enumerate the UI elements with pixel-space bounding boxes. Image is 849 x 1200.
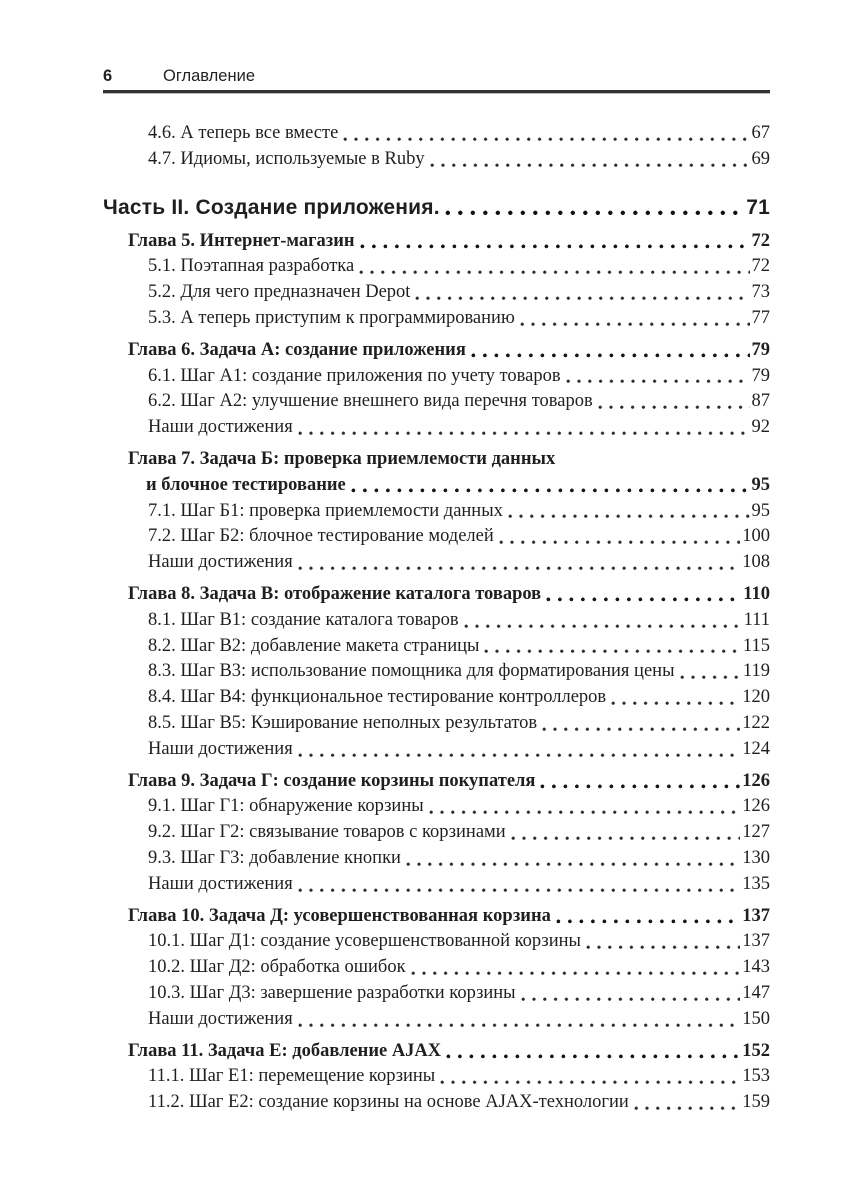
toc-entry — [103, 981, 770, 1007]
header-title: Оглавление — [163, 67, 255, 85]
dot-leader — [446, 1054, 740, 1060]
toc-entry — [103, 769, 770, 795]
toc-entry-page: 77 — [751, 307, 770, 328]
toc-entry — [103, 473, 770, 499]
toc-entry — [103, 904, 770, 930]
toc-entry — [103, 1064, 770, 1090]
dot-leader — [586, 945, 740, 950]
toc-entry-page: 147 — [742, 982, 770, 1003]
toc-entry-label: 11.2. Шаг Е2: создание корзины на основе AJAX-технологии — [148, 1092, 629, 1113]
toc-entry — [103, 820, 770, 846]
toc-entry — [103, 550, 770, 576]
dot-leader — [298, 753, 741, 758]
toc-entry-page: 153 — [742, 1066, 770, 1087]
toc-entry-page: 127 — [742, 822, 770, 843]
toc-entry-page: 110 — [743, 583, 770, 604]
toc-entry — [103, 955, 770, 981]
toc-entry-label: 7.2. Шаг Б2: блочное тестирование моделей — [148, 526, 494, 547]
toc-entry — [103, 659, 770, 685]
toc-entry-page: 126 — [742, 770, 770, 791]
toc-entry-page: 72 — [751, 256, 770, 277]
toc-entry-page: 122 — [742, 712, 770, 733]
toc-entry-page: 87 — [751, 391, 770, 412]
toc-entry-page: 95 — [751, 500, 770, 521]
toc-entry — [103, 685, 770, 711]
toc-entry-label: 5.2. Для чего предназначен Depot — [148, 282, 411, 303]
dot-leader — [298, 1023, 741, 1028]
dot-leader — [351, 488, 750, 494]
dot-leader — [546, 597, 741, 603]
toc-entry-label: Наши достижения — [148, 738, 293, 759]
toc-entry-page: 100 — [742, 526, 770, 547]
toc-entry — [103, 364, 770, 390]
toc-entry-page: 137 — [742, 905, 770, 926]
toc-entry-page: 115 — [742, 635, 770, 656]
dot-leader — [406, 862, 740, 867]
dot-leader — [499, 540, 740, 545]
toc-entry-label: Глава 8. Задача В: отображение каталога товаров — [128, 583, 542, 604]
toc-entry-label: и блочное тестирование — [146, 474, 346, 495]
dot-leader — [521, 997, 741, 1002]
toc-entry-label: 11.1. Шаг Е1: перемещение корзины — [148, 1066, 436, 1087]
toc-entry-page: 92 — [751, 417, 770, 438]
toc-entry-page: 79 — [751, 365, 770, 386]
toc-entry-label: Глава 5. Интернет-магазин — [128, 230, 355, 251]
toc-entry-label: 10.3. Шаг Д3: завершение разработки корзины — [148, 982, 516, 1003]
toc-entry-label: 8.4. Шаг В4: функциональное тестирование контроллеров — [148, 687, 607, 708]
toc-entry — [103, 338, 770, 364]
toc-entry-label: 10.2. Шаг Д2: обработка ошибок — [148, 957, 406, 978]
toc-entry — [103, 415, 770, 441]
toc-entry-label: 9.2. Шаг Г2: связывание товаров с корзинами — [148, 822, 506, 843]
dot-leader — [298, 888, 741, 893]
dot-leader — [359, 270, 749, 275]
dot-leader — [634, 1106, 740, 1111]
toc-entry-label: 5.1. Поэтапная разработка — [148, 256, 355, 277]
toc-entry — [103, 794, 770, 820]
toc-entry — [103, 1039, 770, 1065]
running-head — [103, 66, 770, 88]
toc-entry-label: 10.1. Шаг Д1: создание усовершенствованной корзины — [148, 931, 581, 952]
dot-leader — [566, 379, 750, 384]
dot-leader — [520, 322, 750, 327]
dot-leader — [298, 431, 750, 436]
toc-entry-label: 8.5. Шаг В5: Кэширование неполных результатов — [148, 712, 538, 733]
dot-leader — [556, 919, 740, 925]
dot-leader — [464, 624, 742, 629]
toc-entry-label: Глава 7. Задача Б: проверка приемлемости данных — [128, 448, 556, 469]
toc-entry-page: 72 — [751, 230, 770, 251]
dot-leader — [360, 244, 750, 250]
toc-entry — [103, 229, 770, 255]
toc-entry — [103, 389, 770, 415]
toc-entry-page: 95 — [751, 474, 770, 495]
dot-leader — [680, 675, 741, 680]
toc-entry — [103, 524, 770, 550]
toc-entry-page: 67 — [751, 123, 770, 143]
dot-leader — [298, 566, 741, 571]
toc-entry-page: 73 — [751, 282, 770, 303]
toc-entry — [103, 306, 770, 332]
toc-entry-label: Наши достижения — [148, 417, 293, 438]
toc-entry-page: 137 — [742, 931, 770, 952]
dot-leader — [540, 784, 740, 790]
toc-entry-label: Наши достижения — [148, 552, 293, 573]
toc-entry — [103, 608, 770, 634]
toc-entry-page: 135 — [742, 873, 770, 894]
toc-entry-label: 6.1. Шаг А1: создание приложения по учету товаров — [148, 365, 561, 386]
toc-entry-label: 6.2. Шаг А2: улучшение внешнего вида перечня товаров — [148, 391, 593, 412]
toc-entry — [103, 737, 770, 763]
toc-entry-page: 71 — [746, 195, 770, 219]
dot-leader — [484, 649, 740, 654]
toc-entry — [103, 192, 770, 223]
toc-entry — [103, 872, 770, 898]
toc-entry-label: 8.1. Шаг В1: создание каталога товаров — [148, 609, 459, 630]
toc-entry-page: 119 — [742, 661, 770, 682]
toc-entry — [103, 447, 770, 473]
dot-leader — [415, 296, 749, 301]
dot-leader — [429, 810, 741, 815]
dot-leader — [445, 210, 744, 217]
toc-entry-label: 7.1. Шаг Б1: проверка приемлемости данных — [148, 500, 503, 521]
dot-leader — [430, 163, 750, 168]
toc-entry-page: 150 — [742, 1008, 770, 1029]
dot-leader — [542, 727, 740, 732]
toc-entry-page: 124 — [742, 738, 770, 759]
toc-entry-page: 69 — [751, 148, 770, 169]
header-page-number: 6 — [103, 67, 113, 85]
toc-entry-label: Глава 9. Задача Г: создание корзины покупателя — [128, 770, 536, 791]
dot-leader — [411, 971, 741, 976]
dot-leader — [508, 514, 750, 519]
toc-entry-page: 143 — [742, 957, 770, 978]
toc-entry-label: Наши достижения — [148, 1008, 293, 1029]
dot-leader — [343, 137, 749, 142]
toc-entry-label: Наши достижения — [148, 873, 293, 894]
toc-entry-label: Глава 6. Задача А: создание приложения — [128, 339, 466, 360]
toc-entry-label: 4.7. Идиомы, используемые в Ruby — [148, 148, 425, 169]
toc-entry — [103, 929, 770, 955]
toc-entry-page: 152 — [742, 1040, 770, 1061]
toc-entry — [103, 711, 770, 737]
toc-entry-page: 126 — [742, 796, 770, 817]
dot-leader — [511, 836, 741, 841]
toc-entry-page: 108 — [742, 552, 770, 573]
dot-leader — [598, 405, 750, 410]
toc-entry-page: 130 — [742, 847, 770, 868]
toc-entry — [103, 147, 770, 173]
toc-entry-page: 111 — [743, 609, 770, 630]
toc-entry — [103, 846, 770, 872]
toc-entry-label: Глава 11. Задача Е: добавление AJAX — [128, 1040, 442, 1061]
dot-leader — [471, 353, 750, 359]
table-of-contents — [103, 121, 770, 1116]
toc-entry — [103, 280, 770, 306]
toc-entry-page: 79 — [751, 339, 770, 360]
toc-entry-label: 5.3. А теперь приступим к программированию — [148, 307, 515, 328]
toc-entry-label: 8.2. Шаг В2: добавление макета страницы — [148, 635, 480, 656]
toc-entry-label: 8.3. Шаг В3: использование помощника для форматирования цены — [148, 661, 675, 682]
toc-entry — [103, 1090, 770, 1116]
toc-entry — [103, 121, 770, 147]
toc-entry-page: 159 — [742, 1092, 770, 1113]
toc-entry-label: 4.6. А теперь все вместе — [148, 123, 339, 143]
dot-leader — [611, 701, 740, 706]
header-rule — [103, 90, 770, 94]
toc-entry — [103, 499, 770, 525]
toc-entry-label: Глава 10. Задача Д: усовершенствованная корзина — [128, 905, 551, 926]
toc-entry-page: 120 — [742, 687, 770, 708]
toc-entry-label: Часть II. Создание приложения. — [103, 195, 440, 219]
toc-entry-label: 9.3. Шаг Г3: добавление кнопки — [148, 847, 401, 868]
dot-leader — [440, 1080, 740, 1085]
toc-entry — [103, 582, 770, 608]
toc-entry — [103, 634, 770, 660]
toc-entry — [103, 1007, 770, 1033]
toc-entry — [103, 254, 770, 280]
toc-entry-label: 9.1. Шаг Г1: обнаружение корзины — [148, 796, 424, 817]
